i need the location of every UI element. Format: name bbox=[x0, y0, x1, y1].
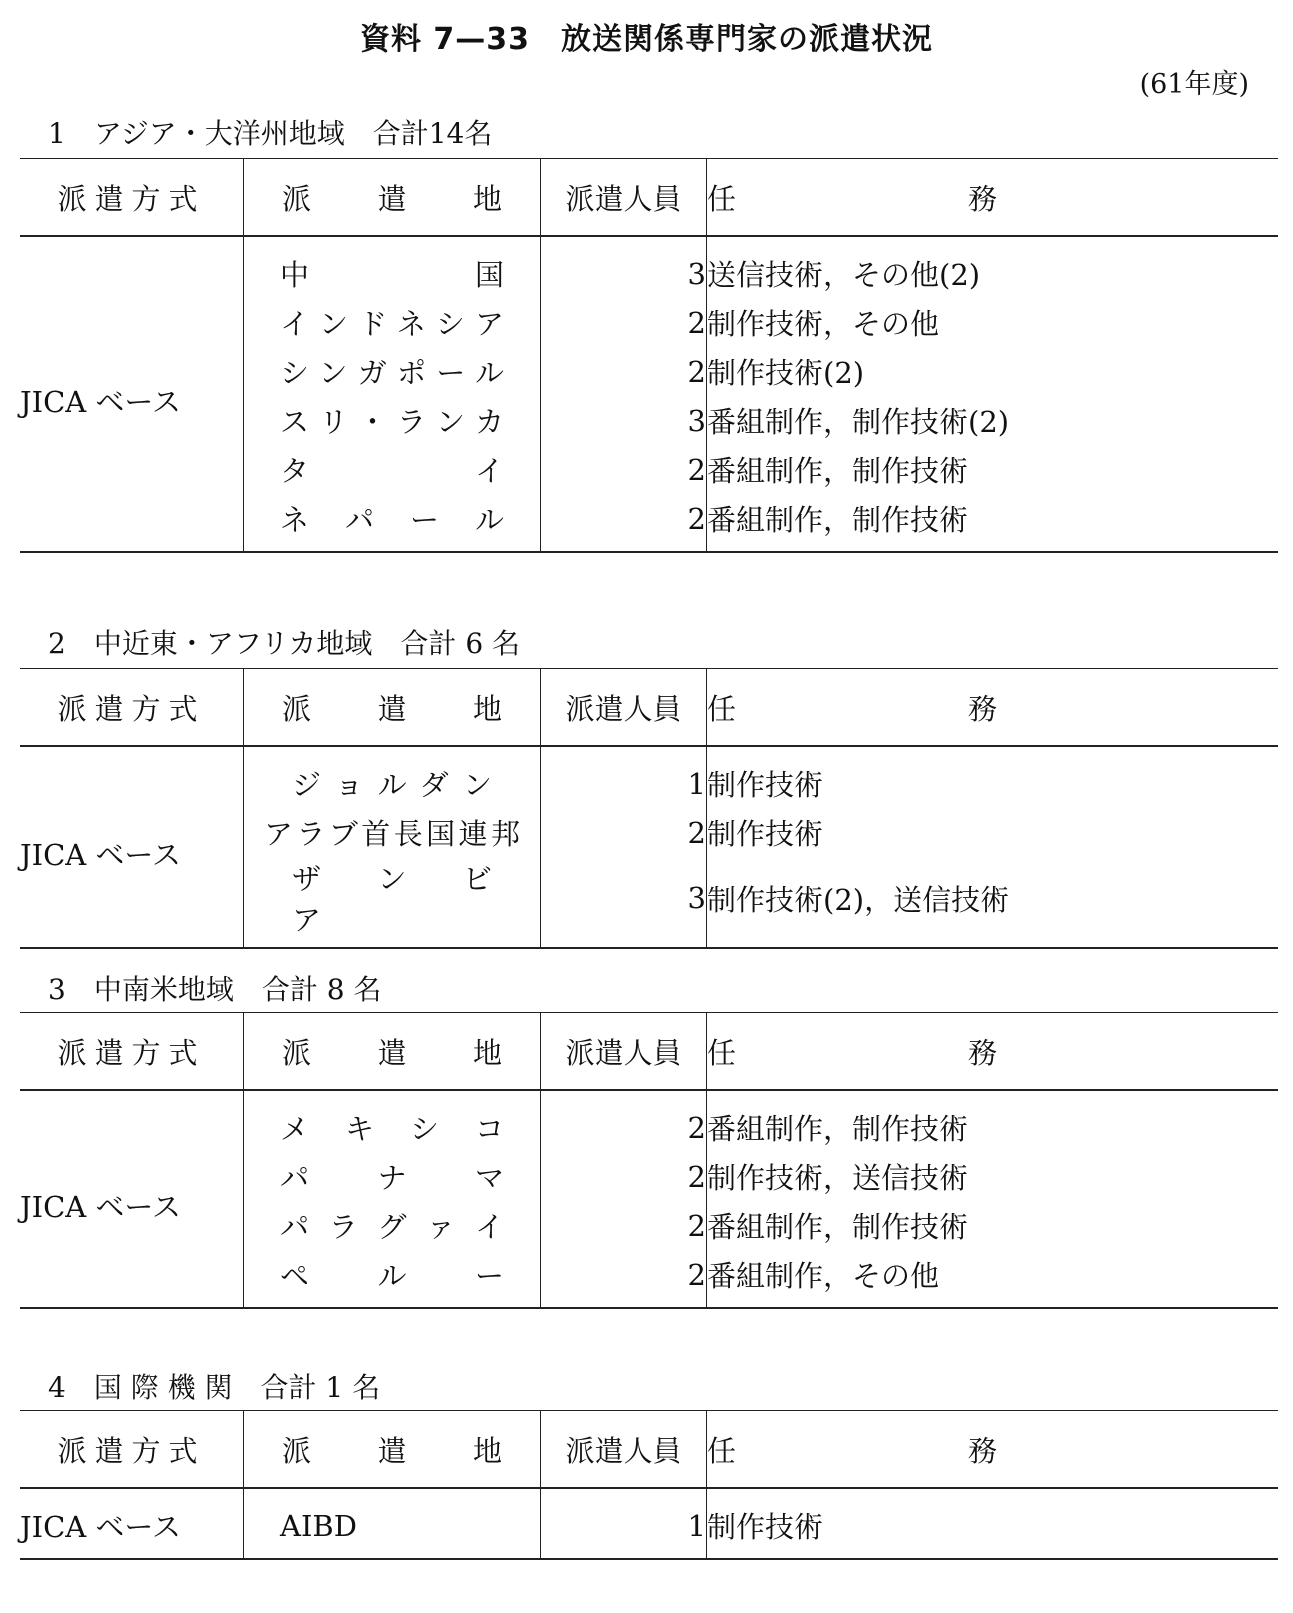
personnel-cell: 2 bbox=[541, 1090, 707, 1152]
personnel-cell: 2 bbox=[541, 445, 707, 494]
personnel-cell: 3 bbox=[541, 857, 707, 948]
destination-cell: シンガポール bbox=[244, 347, 541, 396]
header-method: 派遣方式 bbox=[20, 159, 244, 237]
destination-cell: ザ ン ビ ア bbox=[244, 857, 541, 948]
header-destination: 派 遣 地 bbox=[244, 159, 541, 237]
duty-cell: 制作技術，送信技術 bbox=[707, 1152, 1279, 1201]
destination-cell: 中 国 bbox=[244, 236, 541, 298]
table-row bbox=[20, 236, 1278, 298]
duty-cell: 番組制作，その他 bbox=[707, 1250, 1279, 1308]
personnel-cell: 3 bbox=[541, 396, 707, 445]
personnel-cell: 2 bbox=[541, 1250, 707, 1308]
destination-cell: スリ・ランカ bbox=[244, 396, 541, 445]
table-header-row bbox=[20, 159, 1278, 237]
destination-cell: パ ナ マ bbox=[244, 1152, 541, 1201]
duty-cell: 制作技術 bbox=[707, 1488, 1279, 1559]
destination-cell: パラグァイ bbox=[244, 1201, 541, 1250]
duty-cell: 制作技術(2)，送信技術 bbox=[707, 857, 1279, 948]
table-asia-oceania bbox=[20, 158, 1278, 553]
destination-cell: AIBD bbox=[244, 1488, 541, 1559]
header-personnel: 派遣人員 bbox=[541, 1013, 707, 1091]
section-heading-latin-america: 3 中南米地域 合計 8 名 bbox=[48, 973, 382, 1006]
table-header-row bbox=[20, 1013, 1278, 1091]
duty-cell: 番組制作，制作技術 bbox=[707, 1201, 1279, 1250]
section-heading-international-organizations: 4 国 際 機 関 合計 1 名 bbox=[48, 1371, 381, 1404]
destination-cell: タ イ bbox=[244, 445, 541, 494]
table-international-organizations bbox=[20, 1410, 1278, 1560]
section-heading-asia-oceania: 1 アジア・大洋州地域 合計14名 bbox=[48, 117, 493, 150]
header-personnel: 派遣人員 bbox=[541, 669, 707, 747]
header-duty: 任 務 bbox=[707, 1013, 1279, 1091]
duty-cell: 制作技術(2) bbox=[707, 347, 1279, 396]
duty-cell: 制作技術 bbox=[707, 808, 1279, 857]
duty-cell: 制作技術，その他 bbox=[707, 298, 1279, 347]
personnel-cell: 2 bbox=[541, 298, 707, 347]
header-destination: 派 遣 地 bbox=[244, 1411, 541, 1489]
fiscal-year-label: (61年度) bbox=[1139, 69, 1249, 100]
header-destination: 派 遣 地 bbox=[244, 1013, 541, 1091]
duty-cell: 番組制作，制作技術 bbox=[707, 494, 1279, 552]
destination-cell: ペ ル ー bbox=[244, 1250, 541, 1308]
header-personnel: 派遣人員 bbox=[541, 159, 707, 237]
header-duty: 任 務 bbox=[707, 1411, 1279, 1489]
duty-cell: 番組制作，制作技術 bbox=[707, 1090, 1279, 1152]
table-row bbox=[20, 1090, 1278, 1152]
header-duty: 任 務 bbox=[707, 669, 1279, 747]
destination-cell: ネ パ ー ル bbox=[244, 494, 541, 552]
duty-cell: 送信技術，その他(2) bbox=[707, 236, 1279, 298]
destination-cell: アラブ首長国連邦 bbox=[244, 808, 541, 857]
destination-cell: ジョルダン bbox=[244, 746, 541, 808]
personnel-cell: 2 bbox=[541, 1152, 707, 1201]
header-method: 派遣方式 bbox=[20, 1411, 244, 1489]
personnel-cell: 1 bbox=[541, 1488, 707, 1559]
header-destination: 派 遣 地 bbox=[244, 669, 541, 747]
method-cell: JICA ベース bbox=[20, 1189, 181, 1224]
duty-cell: 番組制作，制作技術 bbox=[707, 445, 1279, 494]
personnel-cell: 1 bbox=[541, 746, 707, 808]
header-method: 派遣方式 bbox=[20, 669, 244, 747]
personnel-cell: 2 bbox=[541, 808, 707, 857]
personnel-cell: 2 bbox=[541, 494, 707, 552]
personnel-cell: 2 bbox=[541, 347, 707, 396]
section-heading-middle-east-africa: 2 中近東・アフリカ地域 合計 6 名 bbox=[48, 627, 521, 660]
header-personnel: 派遣人員 bbox=[541, 1411, 707, 1489]
header-method: 派遣方式 bbox=[20, 1013, 244, 1091]
method-cell: JICA ベース bbox=[20, 837, 181, 872]
duty-cell: 制作技術 bbox=[707, 746, 1279, 808]
header-duty: 任 務 bbox=[707, 159, 1279, 237]
destination-cell: インドネシア bbox=[244, 298, 541, 347]
page-title: 資料 7—33 放送関係専門家の派遣状況 bbox=[359, 22, 934, 57]
personnel-cell: 3 bbox=[541, 236, 707, 298]
personnel-cell: 2 bbox=[541, 1201, 707, 1250]
method-cell: JICA ベース bbox=[20, 384, 181, 419]
table-header-row bbox=[20, 1411, 1278, 1489]
table-header-row bbox=[20, 669, 1278, 747]
method-cell: JICA ベース bbox=[20, 1510, 181, 1544]
destination-cell: メ キ シ コ bbox=[244, 1090, 541, 1152]
table-row bbox=[20, 1488, 1278, 1559]
table-latin-america bbox=[20, 1012, 1278, 1309]
table-row bbox=[20, 746, 1278, 808]
duty-cell: 番組制作，制作技術(2) bbox=[707, 396, 1279, 445]
table-middle-east-africa bbox=[20, 668, 1278, 949]
